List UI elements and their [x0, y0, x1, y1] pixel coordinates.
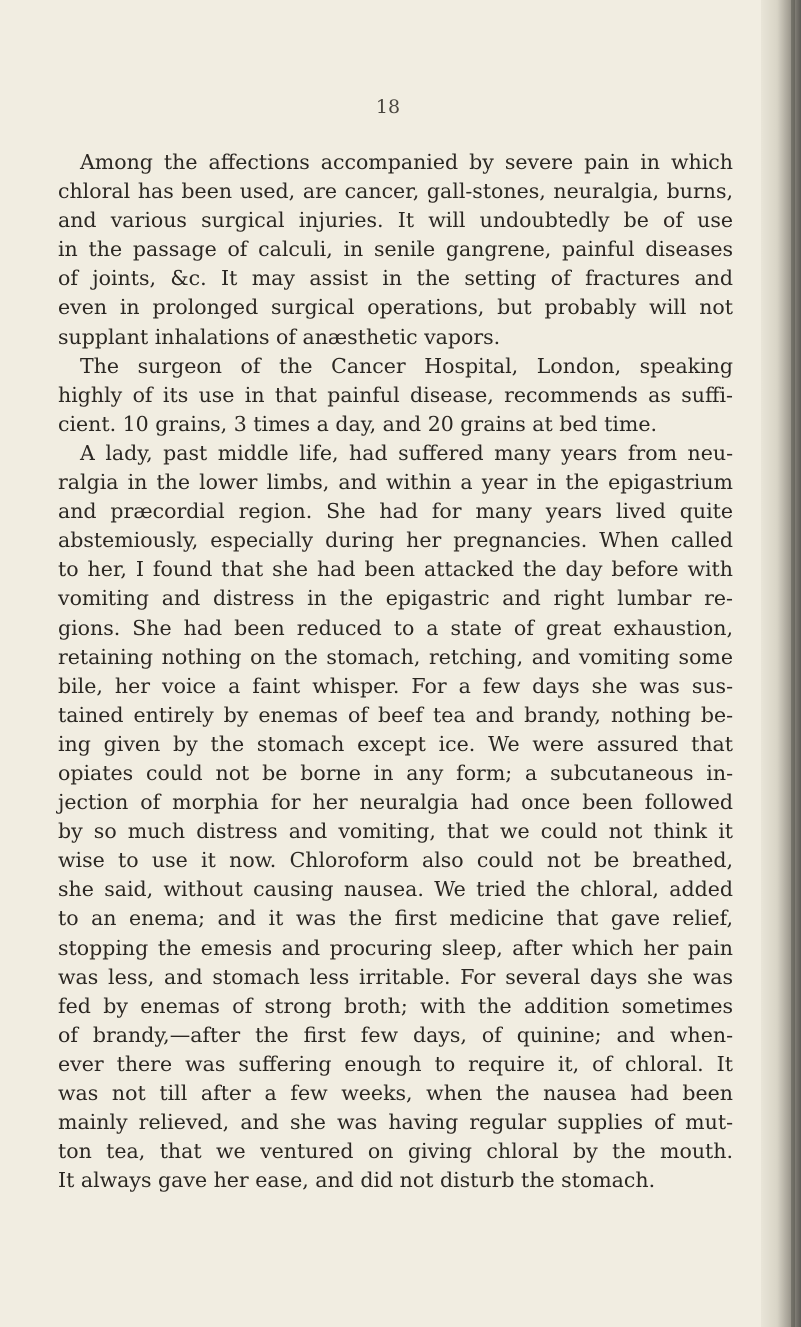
- text-line: tained entirely by enemas of beef tea and brandy, nothing be-: [58, 702, 733, 727]
- text-line: ton tea, that we ventured on giving chloral by the mouth.: [58, 1139, 733, 1164]
- text-line: wise to use it now. Chloroform also could not be breathed,: [58, 848, 733, 873]
- text-line: chloral has been used, are cancer, gall-stones, neuralgia, burns,: [58, 179, 733, 204]
- text-line: of brandy,—after the first few days, of quinine; and when-: [58, 1022, 733, 1047]
- text-line: of joints, &c. It may assist in the setting of fractures and: [58, 266, 733, 291]
- text-line: in the passage of calculi, in senile gangrene, painful diseases: [58, 237, 733, 262]
- body-text: [58, 148, 733, 1195]
- text-line: ralgia in the lower limbs, and within a year in the epigastrium: [58, 470, 733, 495]
- text-line: retaining nothing on the stomach, retching, and vomiting some: [58, 644, 733, 669]
- text-line: was less, and stomach less irritable. For several days she was: [58, 964, 733, 989]
- text-line: even in prolonged surgical operations, but probably will not: [58, 295, 733, 320]
- text-line: ing given by the stomach except ice. We were assured that: [58, 731, 733, 756]
- text-line: fed by enemas of strong broth; with the addition sometimes: [58, 993, 733, 1018]
- text-line: opiates could not be borne in any form; a subcutaneous in-: [58, 760, 733, 785]
- text-line: vomiting and distress in the epigastric and right lumbar re-: [58, 586, 733, 611]
- text-line: mainly relieved, and she was having regular supplies of mut-: [58, 1110, 733, 1135]
- page-number: 18: [375, 96, 401, 118]
- text-line: stopping the emesis and procuring sleep, after which her pain: [58, 935, 733, 960]
- text-line: cient. 10 grains, 3 times a day, and 20 grains at bed time.: [58, 411, 657, 436]
- text-line: bile, her voice a faint whisper. For a few days she was sus-: [58, 673, 733, 698]
- text-line: Among the affections accompanied by severe pain in which: [80, 150, 733, 174]
- text-line: The surgeon of the Cancer Hospital, London, speaking: [80, 353, 733, 378]
- text-line: to an enema; and it was the first medicine that gave relief,: [58, 906, 733, 931]
- text-line: A lady, past middle life, had suffered many years from neu-: [80, 440, 733, 465]
- text-line: to her, I found that she had been attacked the day before with: [58, 557, 733, 582]
- text-line: highly of its use in that painful disease, recommends as suffi-: [58, 382, 733, 407]
- text-line: supplant inhalations of anæsthetic vapors.: [58, 324, 501, 349]
- text-line: by so much distress and vomiting, that we could not think it: [58, 819, 733, 844]
- text-line: she said, without causing nausea. We tried the chloral, added: [58, 877, 733, 902]
- page-edge-shadow: [761, 0, 801, 1327]
- text-line: gions. She had been reduced to a state of great exhaustion,: [58, 615, 733, 640]
- text-line: and various surgical injuries. It will undoubtedly be of use: [58, 208, 733, 233]
- text-line: and præcordial region. She had for many years lived quite: [58, 499, 733, 524]
- text-line: It always gave her ease, and did not disturb the stomach.: [58, 1168, 656, 1193]
- text-line: jection of morphia for her neuralgia had once been followed: [58, 790, 733, 815]
- text-line: ever there was suffering enough to require it, of chloral. It: [58, 1051, 733, 1076]
- text-line: was not till after a few weeks, when the nausea had been: [58, 1081, 733, 1105]
- text-line: abstemiously, especially during her pregnancies. When called: [58, 528, 733, 553]
